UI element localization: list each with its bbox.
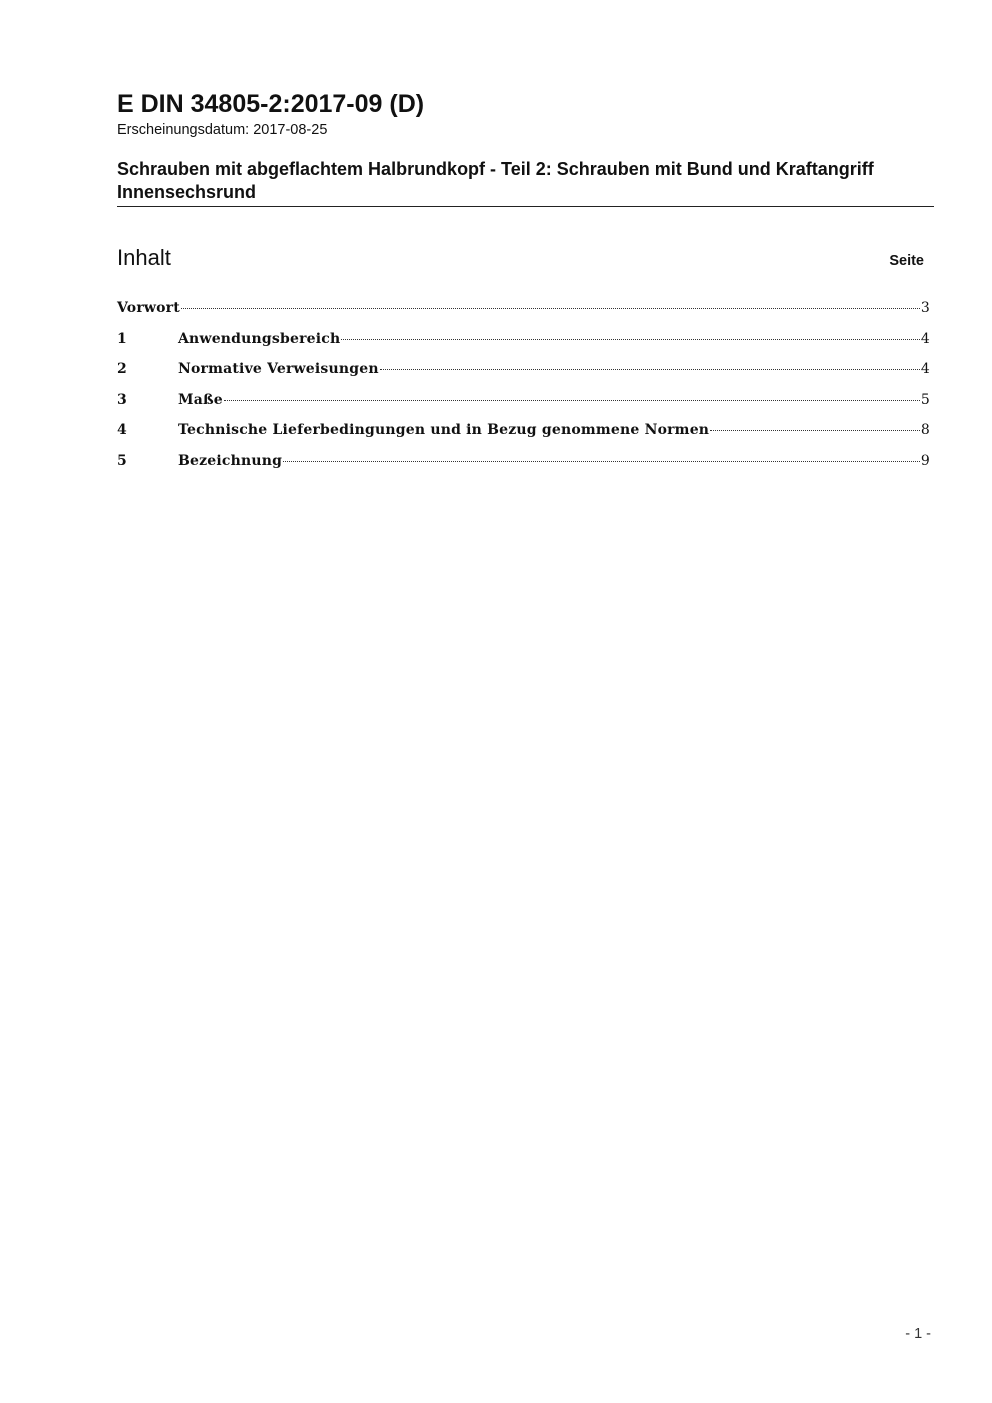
page-number: - 1 - <box>905 1326 931 1342</box>
toc-entry-label: Bezeichnung <box>178 452 283 469</box>
toc-dot-leader <box>224 400 920 401</box>
toc-dot-leader <box>341 339 919 340</box>
toc-entry-lieferbedingungen[interactable] <box>117 422 930 453</box>
toc-entry-label: Technische Lieferbedingungen und in Bezug genommene Normen <box>178 422 710 438</box>
toc-entry-label: Maße <box>178 391 223 408</box>
toc-entry-number: 5 <box>117 452 127 469</box>
toc-dot-leader <box>283 461 920 462</box>
toc-entry-label: Normative Verweisungen <box>178 361 379 377</box>
toc-entry-bezeichnung[interactable] <box>117 453 930 484</box>
toc-entry-masse[interactable] <box>117 392 930 423</box>
toc-entry-anwendungsbereich[interactable] <box>117 331 930 362</box>
document-title: Schrauben mit abgeflachtem Halbrundkopf - Teil 2: Schrauben mit Bund und Kraftangriff Innensechsrund <box>117 159 874 202</box>
toc-dot-leader <box>380 369 920 370</box>
publication-date: Erscheinungsdatum: 2017-08-25 <box>117 122 328 138</box>
toc-entry-number: 4 <box>117 422 127 438</box>
toc-dot-leader <box>181 308 920 309</box>
toc-entry-label: Anwendungsbereich <box>178 330 341 347</box>
title-divider <box>117 206 934 207</box>
toc-entry-number: 3 <box>117 391 127 408</box>
toc-heading: Inhalt <box>117 245 171 270</box>
toc-entry-number: 1 <box>117 330 127 347</box>
toc-page-column-label: Seite <box>889 253 924 269</box>
toc-entry-page: 4 <box>920 330 930 347</box>
toc-entry-page: 4 <box>920 361 930 377</box>
toc-entry-normative-verweisungen[interactable] <box>117 361 930 392</box>
toc-entry-page: 3 <box>920 300 930 316</box>
toc-entry-vorwort[interactable] <box>117 300 930 331</box>
toc-dot-leader <box>710 430 920 431</box>
toc-entry-number: 2 <box>117 361 127 377</box>
table-of-contents <box>117 300 930 483</box>
toc-entry-label: Vorwort <box>117 300 180 316</box>
toc-entry-page: 8 <box>920 422 930 438</box>
toc-entry-page: 9 <box>920 452 930 469</box>
toc-entry-page: 5 <box>920 391 930 408</box>
document-id: E DIN 34805-2:2017-09 (D) <box>117 90 425 118</box>
